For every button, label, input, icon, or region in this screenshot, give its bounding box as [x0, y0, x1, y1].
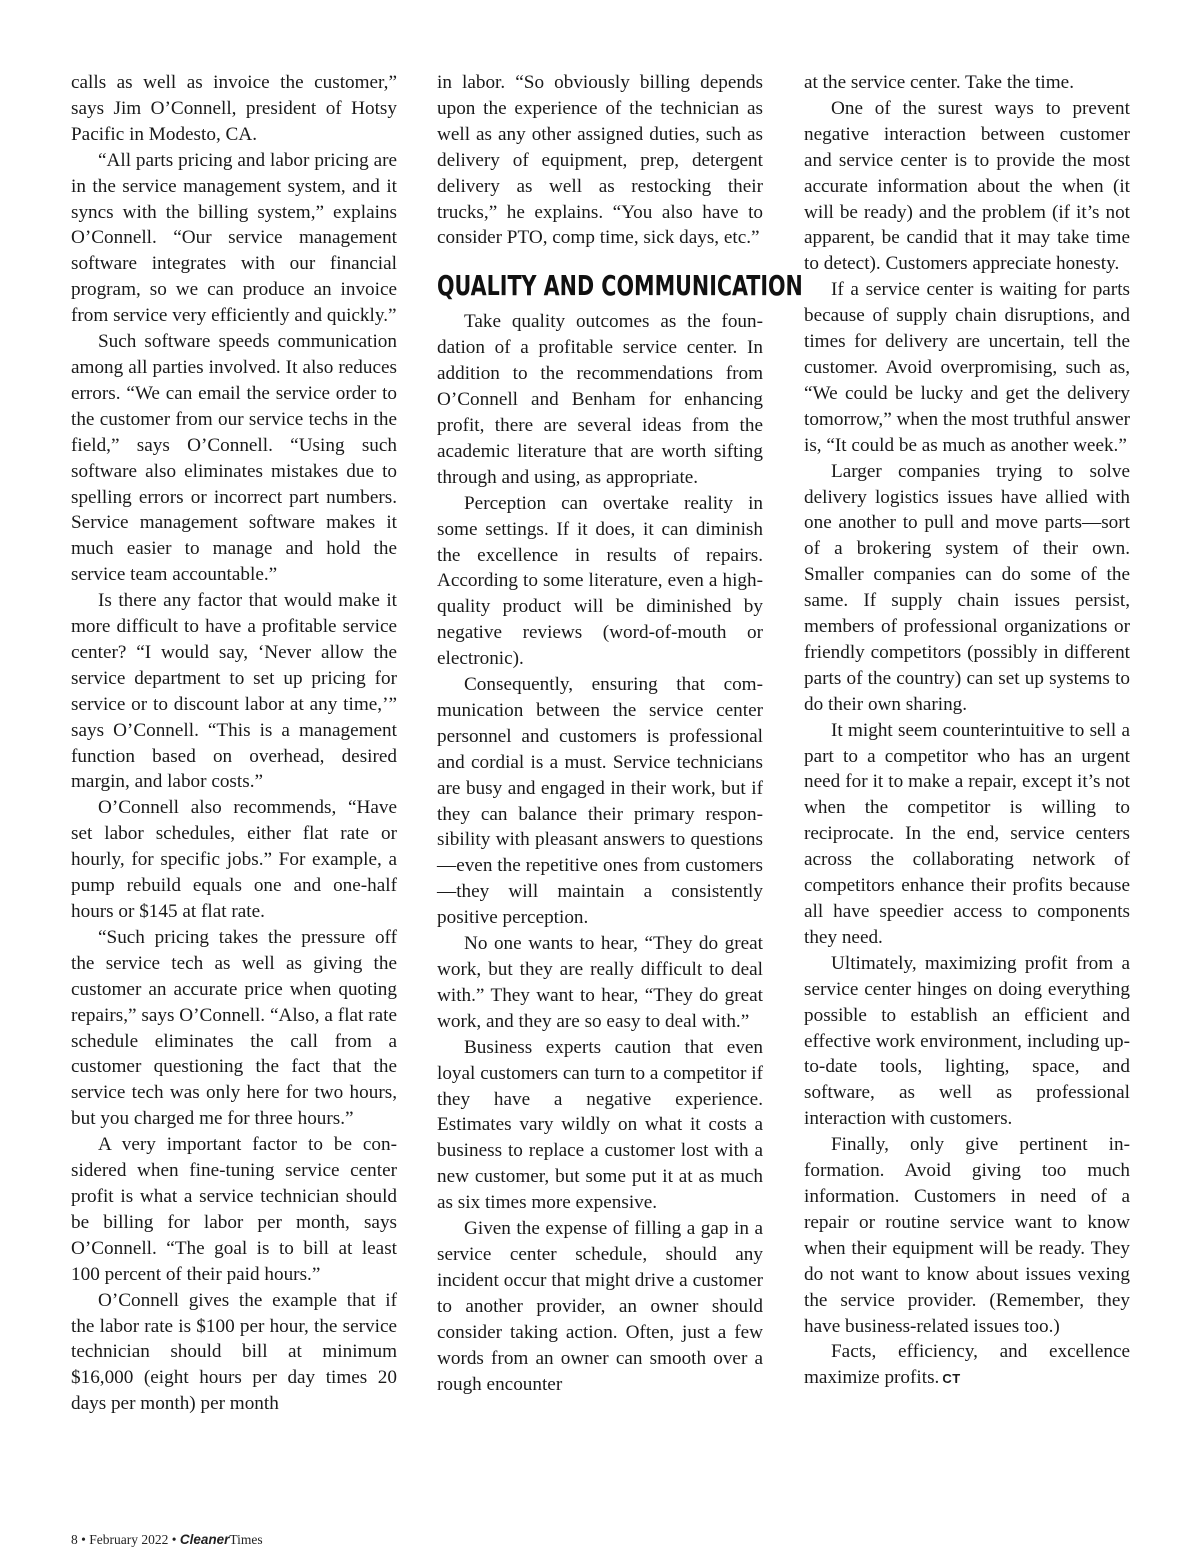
page-number: 8	[71, 1532, 78, 1547]
article-column-3	[804, 70, 1130, 1392]
paragraph: It might seem counterintuitive to sell a part to a competitor who has an urgent need for it to make a repair, except it’s not when the competitor is willing to reciprocate. In the end, service centers across the collaborating network of competitors enhance their profits because all have speedier access to components they need.	[804, 719, 1130, 948]
paragraph: Ultimately, maximizing profit from a service center hinges on doing everything possible to establish an efficient and effective work environment, including up-to-date tools, lighting, space, and software, as well as professional interaction with customers.	[804, 952, 1130, 1130]
paragraph: One of the surest ways to prevent negative interaction between customer and service center is to provide the most accurate information about the when (it will be ready) and the problem (if it’s not apparent, be candid that it may take time to detect). Customers appreciate honesty.	[804, 97, 1130, 275]
paragraph: “All parts pricing and labor pricing are in the service management system, and it syncs with the billing system,” explains O’Connell. “Our service management software integrates with our financial program, so we can produce an invoice from service very efficiently and quickly.”	[71, 149, 397, 327]
publication-name-rest: Times	[229, 1532, 263, 1547]
page-footer	[71, 1532, 263, 1548]
paragraph: Perception can overtake reality in some settings. If it does, it can diminish the excellence in results of repairs. According to some literature, even a high-quality product will be diminished by negative reviews (word-of-mouth or electronic).	[437, 492, 763, 670]
paragraph: A very important factor to be considered when fine-tuning service center profit is what a service technician should be billing for labor per month, says O’Connell. “The goal is to bill at least 100 percent of their paid hours.”	[71, 1134, 397, 1285]
paragraph: O’Connell gives the example that if the labor rate is $100 per hour, the service technician should bill at minimum $16,000 (eight hours per day times 20 days per month) per month	[71, 1289, 397, 1415]
paragraph: O’Connell also recommends, “Have set labor schedules, either flat rate or hourly, for specific jobs.” For example, a pump rebuild equals one and one-half hours or $145 at flat rate.	[71, 797, 397, 922]
article-column-1	[71, 70, 397, 1417]
footer-separator: •	[171, 1532, 177, 1547]
paragraph: calls as well as invoice the customer,” says Jim O’Connell, president of Hotsy Pacific in Modesto, CA.	[71, 72, 397, 145]
paragraph: Given the expense of filling a gap in a service center schedule, should any incident occur that might drive a customer to another provider, an owner should consider taking action. Often, just a few words from an owner can smooth over a rough encounter	[437, 1218, 763, 1395]
paragraph: in labor. “So obviously billing depends upon the experience of the technician as well as any other assigned duties, such as delivery of equipment, prep, detergent delivery as well as restocking their trucks,” he explains. “You also have to consider PTO, comp time, sick days, etc.”	[437, 72, 763, 249]
closing-paragraph	[804, 1339, 1130, 1392]
closing-text: Facts, efficiency, and excellence maximize profits.	[804, 1341, 1130, 1389]
paragraph: No one wants to hear, “They do great work, but they are really difficult to deal with.” They want to hear, “They do great work, and they are so easy to deal with.”	[437, 933, 763, 1032]
paragraph: If a service center is waiting for parts because of supply chain disruptions, and times for delivery are uncertain, tell the customer. Avoid overpromising, such as, “We could be lucky and get the delivery tomorrow,” when the most truthful answer is, “It could be as much as another week.”	[804, 279, 1130, 456]
footer-separator: •	[81, 1532, 86, 1547]
paragraph: at the service center. Take the time.	[804, 72, 1075, 93]
issue-date: February 2022	[89, 1532, 169, 1547]
article-column-2	[437, 70, 803, 1397]
paragraph: “Such pricing takes the pressure off the service tech as well as giving the customer an accurate price when quoting repairs,” says O’Connell. “Also, a flat rate schedule eliminates the call from a customer questioning the fact that the service tech was only here for two hours, but you charged me for three hours.”	[71, 926, 397, 1130]
paragraph: Is there any factor that would make it more difficult to have a profitable service center? “I would say, ‘Never allow the service department to set up pricing for service or to discount labor at any time,’” says O’Connell. “This is a management function based on overhead, desired margin, and labor costs.”	[71, 590, 397, 793]
paragraph: Take quality outcomes as the foundation of a profitable service center. In addition to the recommendations from O’Connell and Benham for enhancing profit, there are several ideas from the academic literature that are worth sifting through and using, as appropriate.	[437, 311, 763, 488]
section-heading: QUALITY AND COMMUNICATION	[437, 269, 803, 303]
publication-name-bold: Cleaner	[179, 1532, 230, 1547]
paragraph: Consequently, ensuring that communication between the service center personnel and customers is professional and cordial is a must. Service technicians are busy and engaged in their work, but if they can balance their primary responsibility with pleasant answers to questions—even the repetitive ones from customers—they will maintain a consistently positive perception.	[437, 674, 763, 929]
paragraph: Such software speeds communication among all parties involved. It also reduces errors. “We can email the service order to the customer from our service techs in the field,” says O’Connell. “Using such software also eliminates mistakes due to spelling errors or incorrect part numbers. Service management software makes it much easier to manage and hold the service team accountable.”	[71, 331, 397, 586]
paragraph: Business experts caution that even loyal customers can turn to a competitor if they have a negative experience. Estimates vary wildly on what it costs a business to replace a customer lost with a new customer, but some put it at as much as six times more expensive.	[437, 1036, 763, 1214]
paragraph: Finally, only give pertinent information. Avoid giving too much information. Customers in need of a repair or routine service want to know when their equipment will be ready. They do not want to know about issues vexing the service provider. (Remember, they have business-related issues too.)	[804, 1134, 1130, 1337]
paragraph: Larger companies trying to solve delivery logistics issues have allied with one another to pull and move parts—sort of a brokering system of their own. Smaller companies can do some of the same. If supply chain issues persist, members of professional organizations or friendly competitors (possibly in different parts of the country) can set up systems to do their own sharing.	[804, 460, 1130, 715]
end-mark: CT	[942, 1371, 961, 1387]
